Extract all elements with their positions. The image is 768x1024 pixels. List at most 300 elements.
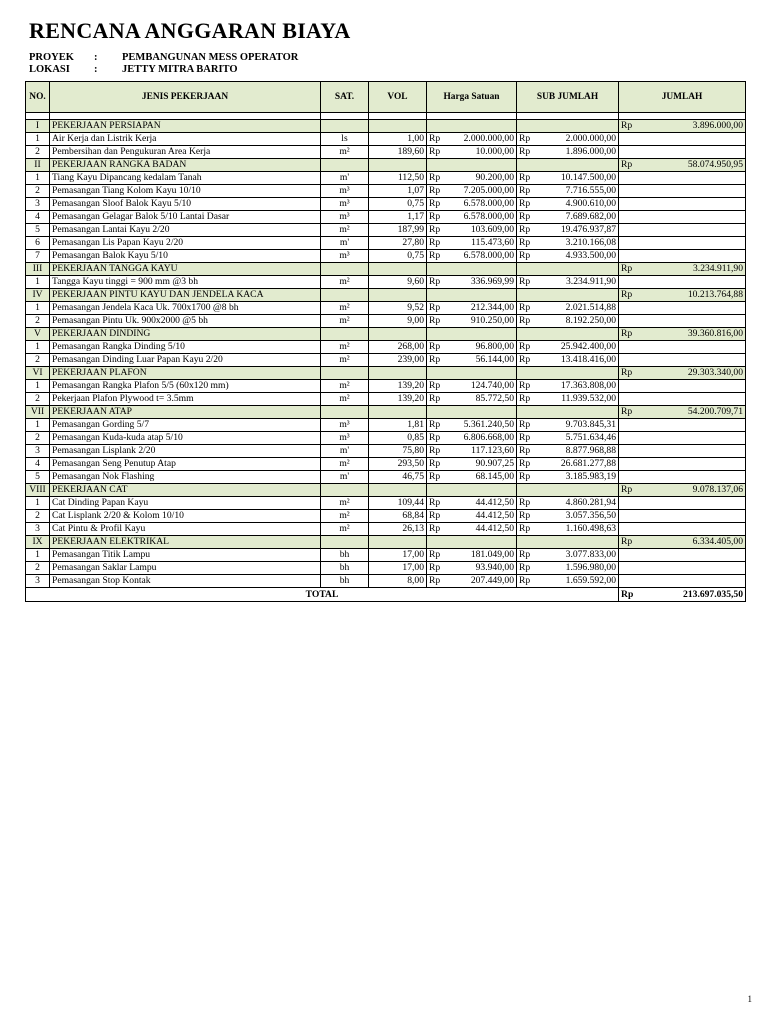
item-volume: 8,00 xyxy=(369,575,427,588)
item-name: Pemasangan Rangka Plafon 5/5 (60x120 mm) xyxy=(50,380,321,393)
item-number: 2 xyxy=(26,510,50,523)
section-jumlah-value: 3.896.000,00 xyxy=(645,120,746,133)
item-harga-rp: Rp xyxy=(427,237,453,250)
section-empty-sat xyxy=(321,536,369,549)
item-number: 1 xyxy=(26,302,50,315)
item-name: Pekerjaan Plafon Plywood t= 3.5mm xyxy=(50,393,321,406)
item-empty-jumlah-rp xyxy=(619,432,645,445)
item-empty-jumlah xyxy=(645,497,746,510)
header-volume: VOL xyxy=(369,82,427,113)
item-empty-jumlah-rp xyxy=(619,497,645,510)
item-number: 2 xyxy=(26,185,50,198)
item-empty-jumlah-rp xyxy=(619,211,645,224)
item-sub-jumlah: 1.896.000,00 xyxy=(541,146,619,159)
item-name: Pemasangan Sloof Balok Kayu 5/10 xyxy=(50,198,321,211)
total-row xyxy=(26,588,746,602)
item-harga-satuan: 6.578.000,00 xyxy=(453,250,517,263)
page-number: 1 xyxy=(747,994,752,1004)
item-empty-jumlah-rp xyxy=(619,419,645,432)
item-number: 5 xyxy=(26,471,50,484)
section-empty-sub-rp xyxy=(517,406,541,419)
item-harga-rp: Rp xyxy=(427,497,453,510)
section-jumlah-rp: Rp xyxy=(619,328,645,341)
section-empty-harga xyxy=(453,484,517,497)
section-number: VII xyxy=(26,406,50,419)
item-number: 2 xyxy=(26,393,50,406)
section-empty-harga xyxy=(453,263,517,276)
item-row xyxy=(26,497,746,510)
section-empty-vol xyxy=(369,328,427,341)
item-empty-jumlah-rp xyxy=(619,172,645,185)
item-volume: 9,00 xyxy=(369,315,427,328)
item-row xyxy=(26,458,746,471)
item-empty-jumlah-rp xyxy=(619,445,645,458)
item-empty-jumlah xyxy=(645,276,746,289)
item-sub-rp: Rp xyxy=(517,575,541,588)
section-jumlah-value: 6.334.405,00 xyxy=(645,536,746,549)
item-empty-jumlah-rp xyxy=(619,302,645,315)
item-empty-jumlah-rp xyxy=(619,458,645,471)
item-sub-rp: Rp xyxy=(517,198,541,211)
total-value: 213.697.035,50 xyxy=(645,588,746,602)
item-unit: m³ xyxy=(321,198,369,211)
item-row xyxy=(26,133,746,146)
item-row xyxy=(26,224,746,237)
table-header-row xyxy=(26,82,746,113)
item-empty-jumlah-rp xyxy=(619,471,645,484)
item-name: Pemasangan Tiang Kolom Kayu 10/10 xyxy=(50,185,321,198)
section-number: I xyxy=(26,120,50,133)
item-volume: 109,44 xyxy=(369,497,427,510)
section-empty-harga xyxy=(453,367,517,380)
item-empty-jumlah xyxy=(645,315,746,328)
item-number: 3 xyxy=(26,445,50,458)
item-sub-jumlah: 19.476.937,87 xyxy=(541,224,619,237)
section-empty-vol xyxy=(369,484,427,497)
section-empty-vol xyxy=(369,367,427,380)
item-sub-rp: Rp xyxy=(517,341,541,354)
section-jumlah-value: 54.200.709,71 xyxy=(645,406,746,419)
item-row xyxy=(26,510,746,523)
item-empty-jumlah xyxy=(645,432,746,445)
item-row xyxy=(26,380,746,393)
item-sub-jumlah: 7.716.555,00 xyxy=(541,185,619,198)
project-label: PROYEK xyxy=(29,52,74,63)
item-empty-jumlah xyxy=(645,224,746,237)
item-sub-jumlah: 3.234.911,90 xyxy=(541,276,619,289)
section-empty-sat xyxy=(321,406,369,419)
item-sub-rp: Rp xyxy=(517,146,541,159)
item-sub-rp: Rp xyxy=(517,211,541,224)
item-volume: 9,60 xyxy=(369,276,427,289)
item-name: Pemasangan Dinding Luar Papan Kayu 2/20 xyxy=(50,354,321,367)
item-harga-rp: Rp xyxy=(427,575,453,588)
item-empty-jumlah-rp xyxy=(619,237,645,250)
item-harga-rp: Rp xyxy=(427,393,453,406)
item-sub-jumlah: 5.751.634,46 xyxy=(541,432,619,445)
item-sub-rp: Rp xyxy=(517,497,541,510)
item-sub-jumlah: 3.210.166,08 xyxy=(541,237,619,250)
section-empty-sub xyxy=(541,406,619,419)
item-row xyxy=(26,523,746,536)
item-volume: 293,50 xyxy=(369,458,427,471)
item-name: Pemasangan Rangka Dinding 5/10 xyxy=(50,341,321,354)
item-empty-jumlah xyxy=(645,250,746,263)
item-harga-satuan: 44.412,50 xyxy=(453,523,517,536)
header-no: NO. xyxy=(26,82,50,113)
item-unit: m² xyxy=(321,341,369,354)
item-unit: m² xyxy=(321,224,369,237)
item-sub-jumlah: 26.681.277,88 xyxy=(541,458,619,471)
item-volume: 68,84 xyxy=(369,510,427,523)
item-sub-jumlah: 11.939.532,00 xyxy=(541,393,619,406)
item-number: 1 xyxy=(26,172,50,185)
item-empty-jumlah xyxy=(645,341,746,354)
item-sub-rp: Rp xyxy=(517,276,541,289)
section-row xyxy=(26,159,746,172)
item-empty-jumlah xyxy=(645,302,746,315)
section-empty-vol xyxy=(369,159,427,172)
item-sub-rp: Rp xyxy=(517,445,541,458)
item-name: Pemasangan Lis Papan Kayu 2/20 xyxy=(50,237,321,250)
section-empty-sat xyxy=(321,328,369,341)
item-harga-rp: Rp xyxy=(427,172,453,185)
item-sub-rp: Rp xyxy=(517,432,541,445)
item-unit: m³ xyxy=(321,432,369,445)
item-number: 5 xyxy=(26,224,50,237)
item-empty-jumlah xyxy=(645,133,746,146)
item-sub-rp: Rp xyxy=(517,523,541,536)
section-jumlah-value: 39.360.816,00 xyxy=(645,328,746,341)
section-name: PEKERJAAN CAT xyxy=(50,484,321,497)
item-empty-jumlah xyxy=(645,445,746,458)
item-number: 1 xyxy=(26,549,50,562)
item-name: Tiang Kayu Dipancang kedalam Tanah xyxy=(50,172,321,185)
item-unit: m² xyxy=(321,302,369,315)
section-name: PEKERJAAN PERSIAPAN xyxy=(50,120,321,133)
item-row xyxy=(26,562,746,575)
item-name: Cat Pintu & Profil Kayu xyxy=(50,523,321,536)
total-label: TOTAL xyxy=(26,588,619,602)
project-value: PEMBANGUNAN MESS OPERATOR xyxy=(122,52,299,63)
section-name: PEKERJAAN PINTU KAYU DAN JENDELA KACA xyxy=(50,289,321,302)
item-name: Pemasangan Titik Lampu xyxy=(50,549,321,562)
item-sub-rp: Rp xyxy=(517,549,541,562)
section-empty-harga-rp xyxy=(427,484,453,497)
item-row xyxy=(26,237,746,250)
item-unit: bh xyxy=(321,549,369,562)
item-number: 6 xyxy=(26,237,50,250)
item-sub-rp: Rp xyxy=(517,471,541,484)
section-name: PEKERJAAN PLAFON xyxy=(50,367,321,380)
item-number: 2 xyxy=(26,354,50,367)
item-sub-jumlah: 3.057.356,50 xyxy=(541,510,619,523)
section-empty-harga xyxy=(453,328,517,341)
item-name: Pemasangan Seng Penutup Atap xyxy=(50,458,321,471)
item-sub-jumlah: 10.147.500,00 xyxy=(541,172,619,185)
item-name: Pemasangan Jendela Kaca Uk. 700x1700 @8 bh xyxy=(50,302,321,315)
section-number: IX xyxy=(26,536,50,549)
item-harga-satuan: 10.000,00 xyxy=(453,146,517,159)
item-sub-rp: Rp xyxy=(517,250,541,263)
section-empty-sat xyxy=(321,367,369,380)
item-harga-satuan: 103.609,00 xyxy=(453,224,517,237)
item-harga-satuan: 68.145,00 xyxy=(453,471,517,484)
item-harga-satuan: 6.578.000,00 xyxy=(453,211,517,224)
section-name: PEKERJAAN ATAP xyxy=(50,406,321,419)
item-unit: m² xyxy=(321,393,369,406)
item-volume: 139,20 xyxy=(369,393,427,406)
item-empty-jumlah-rp xyxy=(619,562,645,575)
section-empty-sub xyxy=(541,484,619,497)
item-empty-jumlah xyxy=(645,198,746,211)
section-number: VI xyxy=(26,367,50,380)
item-unit: m³ xyxy=(321,211,369,224)
section-jumlah-rp: Rp xyxy=(619,484,645,497)
item-sub-jumlah: 2.000.000,00 xyxy=(541,133,619,146)
item-name: Cat Dinding Papan Kayu xyxy=(50,497,321,510)
item-empty-jumlah xyxy=(645,575,746,588)
item-number: 2 xyxy=(26,432,50,445)
item-harga-rp: Rp xyxy=(427,133,453,146)
item-empty-jumlah-rp xyxy=(619,133,645,146)
item-harga-rp: Rp xyxy=(427,198,453,211)
item-harga-rp: Rp xyxy=(427,445,453,458)
item-volume: 268,00 xyxy=(369,341,427,354)
item-volume: 189,60 xyxy=(369,146,427,159)
item-row xyxy=(26,354,746,367)
item-empty-jumlah xyxy=(645,237,746,250)
section-empty-harga-rp xyxy=(427,263,453,276)
item-sub-jumlah: 3.077.833,00 xyxy=(541,549,619,562)
item-sub-rp: Rp xyxy=(517,393,541,406)
item-name: Pemasangan Stop Kontak xyxy=(50,575,321,588)
item-number: 4 xyxy=(26,211,50,224)
item-harga-rp: Rp xyxy=(427,341,453,354)
item-sub-rp: Rp xyxy=(517,237,541,250)
item-empty-jumlah xyxy=(645,354,746,367)
item-volume: 17,00 xyxy=(369,562,427,575)
item-row xyxy=(26,276,746,289)
item-number: 4 xyxy=(26,458,50,471)
section-row xyxy=(26,289,746,302)
item-sub-jumlah: 13.418.416,00 xyxy=(541,354,619,367)
item-harga-satuan: 117.123,60 xyxy=(453,445,517,458)
item-volume: 0,85 xyxy=(369,432,427,445)
item-harga-satuan: 115.473,60 xyxy=(453,237,517,250)
item-volume: 75,80 xyxy=(369,445,427,458)
item-harga-rp: Rp xyxy=(427,549,453,562)
item-row xyxy=(26,341,746,354)
item-sub-rp: Rp xyxy=(517,562,541,575)
item-volume: 0,75 xyxy=(369,250,427,263)
section-row xyxy=(26,263,746,276)
item-name: Cat Lisplank 2/20 & Kolom 10/10 xyxy=(50,510,321,523)
item-row xyxy=(26,575,746,588)
item-sub-jumlah: 7.689.682,00 xyxy=(541,211,619,224)
item-empty-jumlah-rp xyxy=(619,510,645,523)
item-harga-satuan: 96.800,00 xyxy=(453,341,517,354)
section-empty-vol xyxy=(369,406,427,419)
item-volume: 1,07 xyxy=(369,185,427,198)
section-jumlah-rp: Rp xyxy=(619,367,645,380)
item-harga-rp: Rp xyxy=(427,562,453,575)
item-number: 1 xyxy=(26,276,50,289)
item-sub-jumlah: 1.160.498,63 xyxy=(541,523,619,536)
section-number: III xyxy=(26,263,50,276)
item-empty-jumlah xyxy=(645,523,746,536)
item-unit: m' xyxy=(321,471,369,484)
item-harga-satuan: 336.969,99 xyxy=(453,276,517,289)
section-name: PEKERJAAN TANGGA KAYU xyxy=(50,263,321,276)
item-harga-satuan: 2.000.000,00 xyxy=(453,133,517,146)
item-harga-rp: Rp xyxy=(427,471,453,484)
item-number: 1 xyxy=(26,419,50,432)
item-empty-jumlah-rp xyxy=(619,523,645,536)
item-harga-satuan: 90.907,25 xyxy=(453,458,517,471)
item-row xyxy=(26,198,746,211)
section-jumlah-value: 3.234.911,90 xyxy=(645,263,746,276)
item-unit: bh xyxy=(321,562,369,575)
item-harga-satuan: 90.200,00 xyxy=(453,172,517,185)
section-name: PEKERJAAN RANGKA BADAN xyxy=(50,159,321,172)
item-unit: bh xyxy=(321,575,369,588)
item-harga-rp: Rp xyxy=(427,510,453,523)
location-value: JETTY MITRA BARITO xyxy=(122,64,238,75)
section-jumlah-value: 9.078.137,06 xyxy=(645,484,746,497)
item-sub-rp: Rp xyxy=(517,172,541,185)
section-empty-harga xyxy=(453,120,517,133)
item-harga-satuan: 207.449,00 xyxy=(453,575,517,588)
item-empty-jumlah xyxy=(645,211,746,224)
section-empty-vol xyxy=(369,120,427,133)
header-jenis-pekerjaan: JENIS PEKERJAAN xyxy=(50,82,321,113)
section-empty-vol xyxy=(369,536,427,549)
item-empty-jumlah-rp xyxy=(619,341,645,354)
item-harga-rp: Rp xyxy=(427,185,453,198)
item-empty-jumlah-rp xyxy=(619,549,645,562)
item-empty-jumlah xyxy=(645,562,746,575)
section-empty-harga-rp xyxy=(427,289,453,302)
item-name: Pemasangan Nok Flashing xyxy=(50,471,321,484)
section-empty-sat xyxy=(321,120,369,133)
item-number: 1 xyxy=(26,133,50,146)
section-empty-harga-rp xyxy=(427,536,453,549)
item-name: Pemasangan Lantai Kayu 2/20 xyxy=(50,224,321,237)
total-rp: Rp xyxy=(619,588,645,602)
item-row xyxy=(26,393,746,406)
section-empty-sub-rp xyxy=(517,263,541,276)
header-sub-jumlah: SUB JUMLAH xyxy=(517,82,619,113)
item-number: 1 xyxy=(26,497,50,510)
item-sub-jumlah: 2.021.514,88 xyxy=(541,302,619,315)
item-unit: m² xyxy=(321,510,369,523)
item-row xyxy=(26,549,746,562)
item-harga-satuan: 212.344,00 xyxy=(453,302,517,315)
header-satuan: SAT. xyxy=(321,82,369,113)
item-row xyxy=(26,432,746,445)
item-number: 3 xyxy=(26,198,50,211)
section-empty-harga-rp xyxy=(427,367,453,380)
header-gap-row xyxy=(26,113,746,120)
item-volume: 17,00 xyxy=(369,549,427,562)
section-jumlah-rp: Rp xyxy=(619,120,645,133)
item-unit: m² xyxy=(321,354,369,367)
section-empty-sub xyxy=(541,367,619,380)
header-jumlah: JUMLAH xyxy=(619,82,746,113)
item-row xyxy=(26,445,746,458)
item-number: 1 xyxy=(26,380,50,393)
item-number: 2 xyxy=(26,562,50,575)
item-harga-rp: Rp xyxy=(427,224,453,237)
item-sub-jumlah: 8.192.250,00 xyxy=(541,315,619,328)
item-volume: 1,81 xyxy=(369,419,427,432)
section-jumlah-value: 29.303.340,00 xyxy=(645,367,746,380)
location-label: LOKASI xyxy=(29,64,70,75)
section-empty-sub-rp xyxy=(517,367,541,380)
item-row xyxy=(26,419,746,432)
item-number: 7 xyxy=(26,250,50,263)
item-sub-jumlah: 4.900.610,00 xyxy=(541,198,619,211)
section-empty-harga-rp xyxy=(427,328,453,341)
item-empty-jumlah xyxy=(645,146,746,159)
item-harga-satuan: 56.144,00 xyxy=(453,354,517,367)
item-harga-satuan: 93.940,00 xyxy=(453,562,517,575)
item-row xyxy=(26,471,746,484)
item-sub-rp: Rp xyxy=(517,302,541,315)
item-volume: 9,52 xyxy=(369,302,427,315)
section-empty-sub-rp xyxy=(517,328,541,341)
section-row xyxy=(26,536,746,549)
item-number: 2 xyxy=(26,315,50,328)
item-row xyxy=(26,211,746,224)
item-empty-jumlah xyxy=(645,172,746,185)
item-unit: m² xyxy=(321,146,369,159)
item-empty-jumlah-rp xyxy=(619,198,645,211)
item-sub-rp: Rp xyxy=(517,510,541,523)
item-sub-jumlah: 4.933.500,00 xyxy=(541,250,619,263)
item-harga-rp: Rp xyxy=(427,380,453,393)
item-unit: m' xyxy=(321,445,369,458)
item-empty-jumlah-rp xyxy=(619,393,645,406)
item-sub-rp: Rp xyxy=(517,224,541,237)
header-harga-satuan: Harga Satuan xyxy=(427,82,517,113)
item-unit: m³ xyxy=(321,250,369,263)
item-sub-rp: Rp xyxy=(517,354,541,367)
item-sub-jumlah: 25.942.400,00 xyxy=(541,341,619,354)
section-jumlah-rp: Rp xyxy=(619,263,645,276)
item-unit: m² xyxy=(321,276,369,289)
item-sub-jumlah: 1.596.980,00 xyxy=(541,562,619,575)
item-number: 1 xyxy=(26,341,50,354)
section-empty-sub-rp xyxy=(517,289,541,302)
item-unit: m² xyxy=(321,497,369,510)
section-empty-harga xyxy=(453,406,517,419)
section-empty-harga-rp xyxy=(427,406,453,419)
item-unit: m³ xyxy=(321,419,369,432)
item-unit: m' xyxy=(321,172,369,185)
item-sub-rp: Rp xyxy=(517,458,541,471)
section-empty-harga-rp xyxy=(427,159,453,172)
item-harga-rp: Rp xyxy=(427,302,453,315)
item-number: 3 xyxy=(26,523,50,536)
item-volume: 239,00 xyxy=(369,354,427,367)
item-harga-rp: Rp xyxy=(427,419,453,432)
item-unit: m² xyxy=(321,315,369,328)
item-harga-satuan: 5.361.240,50 xyxy=(453,419,517,432)
item-name: Pemasangan Pintu Uk. 900x2000 @5 bh xyxy=(50,315,321,328)
item-empty-jumlah xyxy=(645,419,746,432)
